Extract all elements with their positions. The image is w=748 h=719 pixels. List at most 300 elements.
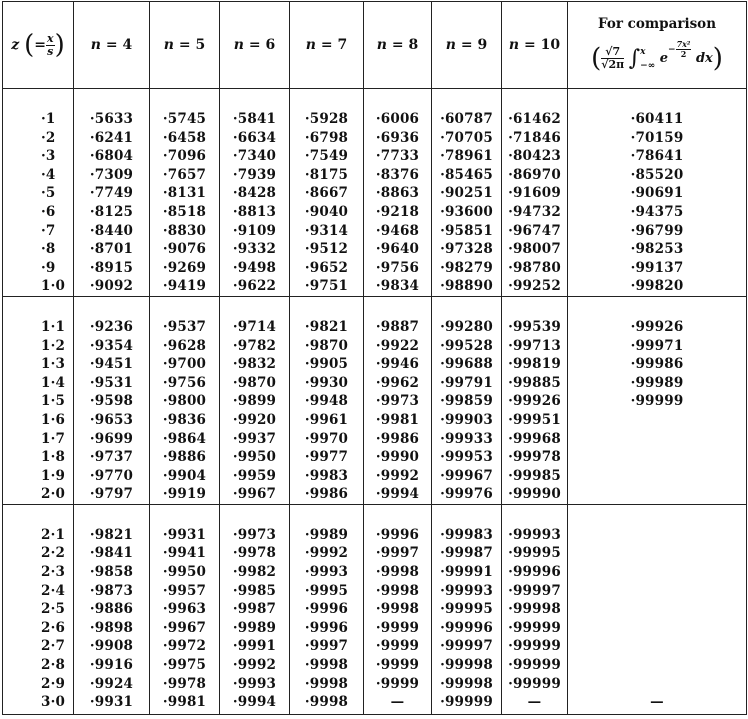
probability-value: ·9999 <box>375 657 420 674</box>
z-value: 2·5 <box>41 601 66 618</box>
x-over-s-fraction: $\frac{x}{s}$ <box>47 31 54 58</box>
probability-value: ·9922 <box>375 337 420 354</box>
probability-value: ·9986 <box>375 430 420 447</box>
probability-value: ·9699 <box>89 430 134 447</box>
comparison-value: ·99989 <box>630 374 684 391</box>
probability-value: ·9924 <box>89 675 134 692</box>
probability-value: ·9498 <box>232 259 277 276</box>
probability-value: ·99933 <box>440 430 493 447</box>
open-paren: ( <box>24 30 35 60</box>
statistical-table <box>2 1 746 717</box>
z-value: ·8 <box>41 241 56 258</box>
probability-value: ·9999 <box>375 619 420 636</box>
probability-value: ·99998 <box>440 675 493 692</box>
z-value: 1·2 <box>41 337 66 354</box>
probability-value: ·9931 <box>162 526 207 543</box>
probability-value: ·9714 <box>232 318 277 335</box>
probability-value: ·7733 <box>375 148 420 165</box>
probability-value: — <box>390 694 405 711</box>
probability-value: ·9981 <box>375 411 420 428</box>
probability-value: ·9997 <box>375 545 420 562</box>
comparison-values-cell <box>568 89 747 297</box>
n8-values-cell <box>364 504 432 714</box>
comparison-value <box>568 600 746 619</box>
probability-value: ·9870 <box>304 337 349 354</box>
probability-value: ·9937 <box>232 430 277 447</box>
comparison-value: ·85520 <box>630 166 684 183</box>
comparison-header <box>568 2 747 89</box>
probability-value: ·71846 <box>508 129 561 146</box>
probability-value: ·8131 <box>162 185 207 202</box>
probability-value: ·99999 <box>508 675 561 692</box>
probability-value: ·9770 <box>89 467 134 484</box>
z-value: ·5 <box>41 185 56 202</box>
probability-value: ·9468 <box>375 222 420 239</box>
n5-values-cell <box>150 89 220 297</box>
probability-value: ·99539 <box>508 318 561 335</box>
probability-value: ·99983 <box>440 526 493 543</box>
probability-value: ·9993 <box>232 675 277 692</box>
probability-value: ·8863 <box>375 185 420 202</box>
probability-value: ·9992 <box>232 657 277 674</box>
probability-value: ·9950 <box>162 564 207 581</box>
probability-value: ·9598 <box>89 393 134 410</box>
comparison-values-cell <box>568 296 747 504</box>
probability-value: ·9962 <box>375 374 420 391</box>
probability-value: ·6458 <box>162 129 207 146</box>
probability-value: ·9512 <box>304 241 349 258</box>
exponent: − $\frac{\text{7x²}}{2}$ <box>668 39 691 60</box>
probability-value: ·9996 <box>304 619 349 636</box>
probability-value: ·99885 <box>508 374 561 391</box>
probability-value: ·98780 <box>508 259 561 276</box>
probability-value: ·99859 <box>440 393 493 410</box>
probability-value: — <box>527 694 542 711</box>
z-value: 2·4 <box>41 582 66 599</box>
probability-value: ·9751 <box>304 278 349 295</box>
probability-value: ·90251 <box>440 185 493 202</box>
probability-value: ·9985 <box>232 582 277 599</box>
probability-value: ·9989 <box>232 619 277 636</box>
probability-value: ·6798 <box>304 129 349 146</box>
n6-values-cell <box>220 296 290 504</box>
probability-value: ·9998 <box>304 675 349 692</box>
probability-value: ·99998 <box>440 657 493 674</box>
probability-value: ·6936 <box>375 129 420 146</box>
header-row <box>3 2 747 89</box>
integral-limits: x −∞ <box>640 46 656 71</box>
probability-value: ·9998 <box>375 582 420 599</box>
probability-value: ·7657 <box>162 166 207 183</box>
n6-values-cell <box>220 89 290 297</box>
comparison-value <box>568 637 746 656</box>
comparison-value: ·70159 <box>630 129 684 146</box>
probability-value: ·80423 <box>508 148 561 165</box>
probability-value: ·9886 <box>162 449 207 466</box>
probability-value: ·9983 <box>304 467 349 484</box>
z-value: 1·0 <box>41 278 66 295</box>
probability-value: ·9898 <box>89 619 134 636</box>
probability-value: ·98890 <box>440 278 493 295</box>
probability-value: ·9973 <box>375 393 420 410</box>
probability-value: ·9782 <box>232 337 277 354</box>
n4-values-cell <box>74 504 150 714</box>
probability-value: ·9993 <box>304 564 349 581</box>
probability-value: ·8376 <box>375 166 420 183</box>
n6-values-cell <box>220 504 290 714</box>
probability-value: ·99995 <box>508 545 561 562</box>
probability-value: ·99999 <box>440 694 493 711</box>
probability-value: ·99967 <box>440 467 493 484</box>
normal-integral-formula: ( $\frac{√7}{√2\pi}$ ∫x −∞ e− $\frac{\text{7x²}}{2}$ dx) <box>591 39 723 74</box>
probability-value: ·99997 <box>440 638 493 655</box>
probability-value: ·97328 <box>440 241 493 258</box>
probability-value: ·9989 <box>304 526 349 543</box>
n8-values-cell <box>364 296 432 504</box>
probability-value: ·93600 <box>440 203 493 220</box>
probability-value: ·9957 <box>162 582 207 599</box>
n7-values-cell <box>290 296 364 504</box>
probability-value: ·8830 <box>162 222 207 239</box>
probability-value: ·9994 <box>375 486 420 503</box>
z-column-header: z (= $\frac{x}{s}$ ) <box>3 2 74 89</box>
z-value: 2·0 <box>41 486 66 503</box>
probability-value: ·9537 <box>162 318 207 335</box>
z-value: ·1 <box>41 111 56 127</box>
probability-value: ·9970 <box>304 430 349 447</box>
table-block-1 <box>3 89 747 297</box>
probability-value: ·9218 <box>375 203 420 220</box>
probability-value: ·8125 <box>89 203 134 220</box>
probability-value: ·9999 <box>375 675 420 692</box>
probability-value: ·94732 <box>508 203 561 220</box>
z-value: 2·7 <box>41 638 66 655</box>
probability-value: ·9628 <box>162 337 207 354</box>
probability-value: ·9997 <box>304 638 349 655</box>
probability-value: ·99713 <box>508 337 561 354</box>
n9-values-cell <box>432 504 502 714</box>
probability-value: ·9354 <box>89 337 134 354</box>
probability-value: ·9982 <box>232 564 277 581</box>
z-value: 2·6 <box>41 619 66 636</box>
comparison-values-cell <box>568 504 747 714</box>
z-value: ·3 <box>41 148 56 165</box>
probability-value: ·9451 <box>89 356 134 373</box>
probability-value: ·99997 <box>508 582 561 599</box>
close-paren: ) <box>54 30 65 60</box>
comparison-value <box>568 544 746 563</box>
comparison-value: ·60411 <box>630 111 684 127</box>
probability-value: ·9332 <box>232 241 277 258</box>
probability-value: ·9992 <box>375 467 420 484</box>
probability-value: ·9653 <box>89 411 134 428</box>
n-header-10: n = 10 <box>502 2 568 89</box>
probability-value: ·98279 <box>440 259 493 276</box>
probability-value: ·99280 <box>440 318 493 335</box>
integral-sign: ∫ <box>628 46 641 72</box>
comparison-value: — <box>650 694 664 711</box>
comparison-value: ·99926 <box>630 318 684 335</box>
probability-value: ·9092 <box>89 278 134 295</box>
probability-value: ·9920 <box>232 411 277 428</box>
probability-value: ·9236 <box>89 318 134 335</box>
z-value: 3·0 <box>41 694 66 711</box>
probability-value: ·99528 <box>440 337 493 354</box>
probability-value: ·9756 <box>162 374 207 391</box>
probability-value: ·96747 <box>508 222 561 239</box>
probability-value: ·8667 <box>304 185 349 202</box>
probability-value: ·78961 <box>440 148 493 165</box>
z-values-cell <box>3 296 74 504</box>
comparison-value: ·99986 <box>630 356 684 373</box>
z-value: ·9 <box>41 259 56 276</box>
z-value: 1·8 <box>41 449 66 466</box>
probability-value: ·8440 <box>89 222 134 239</box>
probability-value: ·9967 <box>232 486 277 503</box>
n9-values-cell <box>432 296 502 504</box>
probability-value: ·5841 <box>232 111 277 127</box>
probability-value: ·8175 <box>304 166 349 183</box>
probability-value: ·7749 <box>89 185 134 202</box>
probability-value: ·99903 <box>440 411 493 428</box>
probability-value: ·9870 <box>232 374 277 391</box>
n7-values-cell <box>290 89 364 297</box>
probability-value: ·99999 <box>508 638 561 655</box>
probability-value: ·9314 <box>304 222 349 239</box>
n-header-9: n = 9 <box>432 2 502 89</box>
z-value: 1·1 <box>41 318 66 335</box>
probability-value: ·9978 <box>162 675 207 692</box>
n10-values-cell <box>502 89 568 297</box>
probability-value: ·9994 <box>232 694 277 711</box>
probability-value: ·9981 <box>162 694 207 711</box>
probability-value: ·86970 <box>508 166 561 183</box>
z-value: 2·8 <box>41 657 66 674</box>
z-value: ·2 <box>41 129 56 146</box>
z-value: 1·6 <box>41 411 66 428</box>
probability-value: ·9269 <box>162 259 207 276</box>
probability-value: ·7309 <box>89 166 134 183</box>
probability-value: ·9841 <box>89 545 134 562</box>
comparison-value <box>568 675 746 694</box>
probability-value: ·95851 <box>440 222 493 239</box>
probability-value: ·9977 <box>304 449 349 466</box>
probability-value: ·99987 <box>440 545 493 562</box>
probability-value: ·9700 <box>162 356 207 373</box>
comparison-value <box>568 656 746 675</box>
probability-value: ·61462 <box>508 111 561 127</box>
probability-value: ·9931 <box>89 694 134 711</box>
probability-value: ·9858 <box>89 564 134 581</box>
probability-value: ·9821 <box>304 318 349 335</box>
probability-table <box>2 1 747 715</box>
probability-value: ·8428 <box>232 185 277 202</box>
probability-value: ·9961 <box>304 411 349 428</box>
probability-value: ·6804 <box>89 148 134 165</box>
table-block-2 <box>3 296 747 504</box>
probability-value: ·60787 <box>440 111 493 127</box>
probability-value: ·98007 <box>508 241 561 258</box>
n5-values-cell <box>150 504 220 714</box>
z-symbol: z <box>11 37 20 53</box>
probability-value: ·9916 <box>89 657 134 674</box>
probability-value: ·9873 <box>89 582 134 599</box>
n10-values-cell <box>502 296 568 504</box>
probability-value: ·8518 <box>162 203 207 220</box>
n10-values-cell <box>502 504 568 714</box>
table-body <box>3 89 747 715</box>
z-value: 1·4 <box>41 374 66 391</box>
probability-value: ·6241 <box>89 129 134 146</box>
probability-value: ·9832 <box>232 356 277 373</box>
probability-value: ·9967 <box>162 619 207 636</box>
n-header-6: n = 6 <box>220 2 290 89</box>
n9-values-cell <box>432 89 502 297</box>
probability-value: ·9990 <box>375 449 420 466</box>
z-values-cell <box>3 89 74 297</box>
probability-value: ·9998 <box>304 694 349 711</box>
probability-value: ·70705 <box>440 129 493 146</box>
probability-value: ·9905 <box>304 356 349 373</box>
probability-value: ·91609 <box>508 185 561 202</box>
z-value: ·4 <box>41 166 56 183</box>
probability-value: ·9978 <box>232 545 277 562</box>
probability-value: ·7096 <box>162 148 207 165</box>
comparison-value: ·98253 <box>630 241 684 258</box>
comparison-value <box>568 582 746 601</box>
probability-value: ·9887 <box>375 318 420 335</box>
n4-values-cell <box>74 89 150 297</box>
probability-value: ·85465 <box>440 166 493 183</box>
probability-value: ·9986 <box>304 486 349 503</box>
probability-value: ·9996 <box>375 526 420 543</box>
z-value: 2·3 <box>41 564 66 581</box>
probability-value: ·9899 <box>232 393 277 410</box>
probability-value: ·7549 <box>304 148 349 165</box>
probability-value: ·9756 <box>375 259 420 276</box>
probability-value: ·99819 <box>508 356 561 373</box>
probability-value: ·5633 <box>89 111 134 127</box>
probability-value: ·9886 <box>89 601 134 618</box>
comparison-value <box>568 563 746 582</box>
probability-value: ·9950 <box>232 449 277 466</box>
probability-value: ·9972 <box>162 638 207 655</box>
probability-value: ·9109 <box>232 222 277 239</box>
probability-value: ·9998 <box>375 601 420 618</box>
comparison-title: For comparison <box>597 16 717 33</box>
probability-value: ·99993 <box>440 582 493 599</box>
probability-value: ·6006 <box>375 111 420 127</box>
probability-value: ·9991 <box>232 638 277 655</box>
z-value: 2·2 <box>41 545 66 562</box>
comparison-value: ·96799 <box>630 222 684 239</box>
probability-value: ·9531 <box>89 374 134 391</box>
comparison-value <box>568 526 746 545</box>
z-value: 1·9 <box>41 467 66 484</box>
probability-value: ·7340 <box>232 148 277 165</box>
comparison-value: ·99820 <box>630 278 684 295</box>
n7-values-cell <box>290 504 364 714</box>
probability-value: ·8813 <box>232 203 277 220</box>
z-value: 1·7 <box>41 430 66 447</box>
z-value: 2·9 <box>41 675 66 692</box>
probability-value: ·99252 <box>508 278 561 295</box>
comparison-value: ·94375 <box>630 203 684 220</box>
probability-value: ·8701 <box>89 241 134 258</box>
probability-value: ·9800 <box>162 393 207 410</box>
z-value: 2·1 <box>41 526 66 543</box>
probability-value: ·99996 <box>508 564 561 581</box>
probability-value: ·9622 <box>232 278 277 295</box>
z-values-cell <box>3 504 74 714</box>
probability-value: ·9959 <box>232 467 277 484</box>
probability-value: ·9948 <box>304 393 349 410</box>
probability-value: ·9904 <box>162 467 207 484</box>
probability-value: ·99968 <box>508 430 561 447</box>
probability-value: ·99995 <box>440 601 493 618</box>
probability-value: ·7939 <box>232 166 277 183</box>
n-header-7: n = 7 <box>290 2 364 89</box>
probability-value: ·9998 <box>375 564 420 581</box>
probability-value: ·99990 <box>508 486 561 503</box>
probability-value: ·9930 <box>304 374 349 391</box>
probability-value: ·9975 <box>162 657 207 674</box>
n-header-5: n = 5 <box>150 2 220 89</box>
z-value: 1·3 <box>41 356 66 373</box>
probability-value: ·9836 <box>162 411 207 428</box>
probability-value: ·9946 <box>375 356 420 373</box>
comparison-value: ·99999 <box>630 393 684 410</box>
probability-value: ·9973 <box>232 526 277 543</box>
n8-values-cell <box>364 89 432 297</box>
n4-values-cell <box>74 296 150 504</box>
sqrt-fraction: $\frac{√7}{√2\pi}$ <box>601 45 625 72</box>
probability-value: ·9908 <box>89 638 134 655</box>
probability-value: ·9963 <box>162 601 207 618</box>
z-value: ·7 <box>41 222 56 239</box>
probability-value: ·99999 <box>508 657 561 674</box>
comparison-value <box>568 619 746 638</box>
probability-value: ·9640 <box>375 241 420 258</box>
probability-value: ·9992 <box>304 545 349 562</box>
probability-value: ·5745 <box>162 111 207 127</box>
table-block-3 <box>3 504 747 714</box>
probability-value: ·9996 <box>304 601 349 618</box>
probability-value: ·9864 <box>162 430 207 447</box>
probability-value: ·9919 <box>162 486 207 503</box>
probability-value: ·9834 <box>375 278 420 295</box>
probability-value: ·99993 <box>508 526 561 543</box>
z-value: ·6 <box>41 203 56 220</box>
probability-value: ·9999 <box>375 638 420 655</box>
n5-values-cell <box>150 296 220 504</box>
probability-value: ·9987 <box>232 601 277 618</box>
probability-value: ·99951 <box>508 411 561 428</box>
comparison-value: ·78641 <box>630 148 684 165</box>
comparison-value: ·99137 <box>630 259 684 276</box>
probability-value: ·9998 <box>304 657 349 674</box>
comparison-value: ·90691 <box>630 185 684 202</box>
probability-value: ·9797 <box>89 486 134 503</box>
probability-value: ·99978 <box>508 449 561 466</box>
probability-value: ·6634 <box>232 129 277 146</box>
probability-value: ·9040 <box>304 203 349 220</box>
probability-value: ·99998 <box>508 601 561 618</box>
probability-value: ·9076 <box>162 241 207 258</box>
n-header-8: n = 8 <box>364 2 432 89</box>
probability-value: ·9652 <box>304 259 349 276</box>
probability-value: ·99976 <box>440 486 493 503</box>
